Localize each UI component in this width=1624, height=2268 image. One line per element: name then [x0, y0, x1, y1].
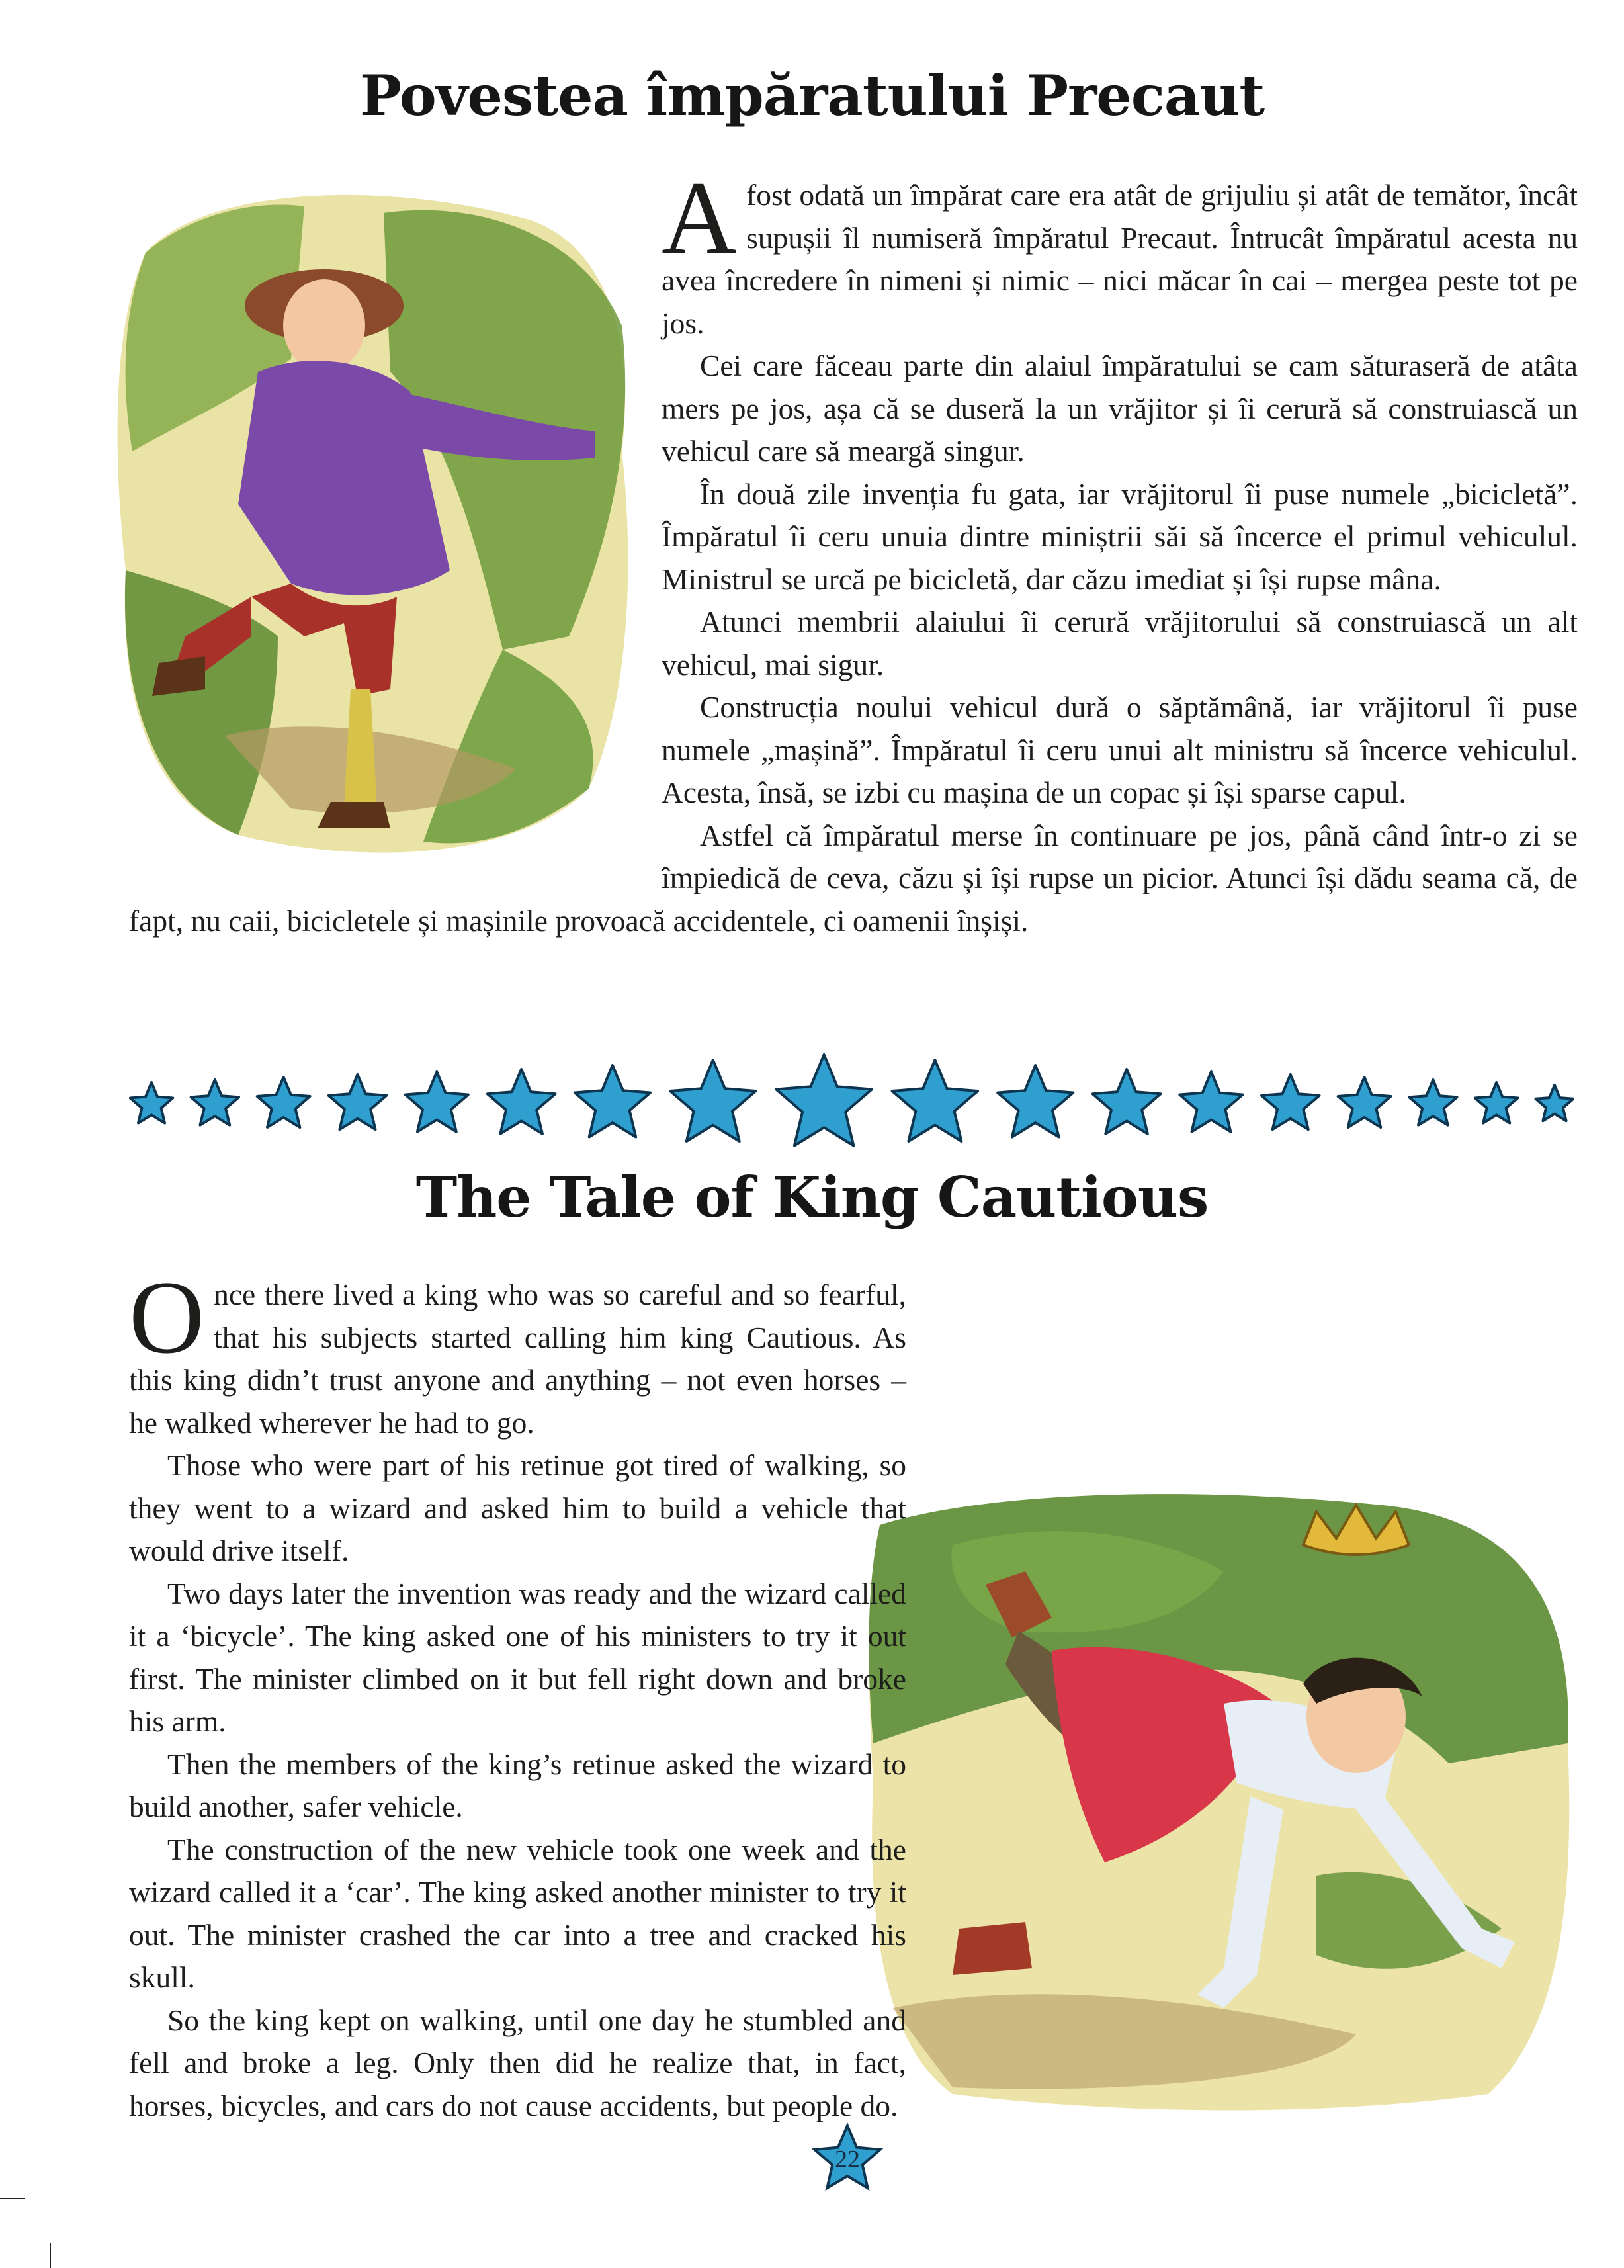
- star-icon: [488, 1069, 556, 1134]
- star-icon: [1093, 1069, 1161, 1134]
- crop-mark: [0, 2198, 25, 2199]
- paragraph: Afost odată un împărat care era atât de grijuliu și atât de temător, încât supușii îl numiseră împăratul Precaut. Întrucât împăratul acesta nu avea încredere în nimeni și nimic – nici măcar în cai – mergea peste tot pe jos.: [662, 160, 1578, 340]
- paragraph: Those who were part of his retinue got tired of walking, so they went to a wizard and asked him to build a vehicle that would drive itself.: [129, 1448, 906, 1567]
- romanian-story-text: [129, 160, 1578, 942]
- drop-cap: O: [129, 1260, 205, 1375]
- paragraph: So the king kept on walking, until one day he stumbled and fell and broke a leg. Only then did he realize that, in fact, horses, bicycles, and cars do not cause accidents, but people do.: [129, 2003, 906, 2122]
- crop-mark: [50, 2243, 51, 2268]
- star-icon: [670, 1060, 755, 1141]
- star-icon: [1338, 1077, 1391, 1127]
- star-icon: [1179, 1072, 1242, 1132]
- paragraph: The construction of the new vehicle took one week and the wizard called it a ‘car’. The king asked another minister to try it out. The minister crashed the car into a tree and cracked his skull.: [129, 1832, 906, 1994]
- page-title-romanian: Povestea împăratului Precaut: [359, 63, 1265, 128]
- star-icon: [191, 1080, 239, 1125]
- paragraph: Two days later the invention was ready and the wizard called it a ‘bicycle’. The king asked one of his ministers to try it out first. The minister climbed on it but fell right down and broke his arm.: [129, 1576, 906, 1738]
- star-icon: [406, 1072, 468, 1132]
- page-title-english: The Tale of King Cautious: [415, 1164, 1209, 1230]
- page-number: 22: [835, 2146, 860, 2173]
- paragraph: Astfel că împăratul merse în continuare pe jos, până când într-o zi se împiedică de ceva, căzu și își rupse un picior. Atunci își dădu seama că, de fapt, nu caii, bicicletele și mașinile provoacă accidentele, ci oamenii înșiși.: [129, 818, 1578, 938]
- star-icon: [892, 1060, 978, 1141]
- star-icon: [776, 1055, 872, 1146]
- star-divider: [129, 1045, 1574, 1158]
- paragraph: Atunci membrii alaiului îi cerură vrăjitorului să construiască un alt vehicul, mai sigur.: [662, 605, 1578, 681]
- star-icon: [1536, 1085, 1574, 1121]
- star-icon: [130, 1082, 173, 1123]
- drop-cap: A: [662, 160, 738, 276]
- star-icon: [329, 1074, 387, 1129]
- star-icon: [1475, 1082, 1518, 1123]
- paragraph: În două zile invenția fu gata, iar vrăjitorul îi puse numele „bicicletă”. Împăratul îi ceru unuia dintre miniștrii săi să încerce el primul vehiculul. Ministrul se urcă pe bicicletă, dar căzu imediat și își rupse mâna.: [662, 476, 1578, 596]
- paragraph: Then the members of the king’s retinue asked the wizard to build another, safer vehicle.: [129, 1747, 906, 1823]
- star-icon: [575, 1065, 650, 1137]
- paragraph: Cei care făceau parte din alaiul împăratului se cam săturaseră de atâta mers pe jos, așa că se duseră la un vrăjitor și îi cerură să construiască un vehicul care să meargă singur.: [662, 349, 1578, 468]
- star-icon: [1409, 1080, 1457, 1125]
- paragraph: Once there lived a king who was so careful and so fearful, that his subjects started calling him king Cautious. As this king didn’t trust anyone and anything – not even horses – he walked wherever he had to go.: [129, 1260, 906, 1440]
- star-icon: [257, 1077, 310, 1127]
- star-icon: [1261, 1074, 1320, 1129]
- english-story-text: [129, 1260, 1578, 2243]
- star-icon: [998, 1065, 1073, 1137]
- paragraph: Construcția noului vehicul durǎ o săptămână, iar vrăjitorul îi puse numele „mașină”. Împăratul îi ceru unui alt ministru să încerce vehiculul. Acesta, însă, se izbi cu mașina de un copac și își sparse capul.: [662, 690, 1578, 809]
